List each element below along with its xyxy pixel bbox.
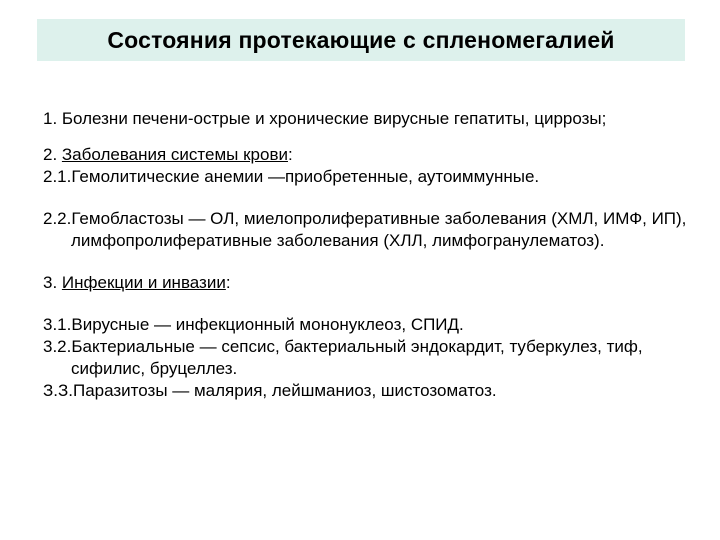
item-2-1-hemolytic-anemias: 2.1.Гемолитические анемии —приобретенные, аутоиммунные. bbox=[43, 167, 540, 186]
item-3-colon: : bbox=[225, 273, 231, 292]
title-banner bbox=[37, 19, 685, 61]
item-3-heading bbox=[43, 272, 713, 294]
item-3-1-viral: 3.1.Вирусные — инфекционный мононуклеоз, СПИД. bbox=[43, 315, 464, 334]
spacer bbox=[43, 252, 713, 272]
item-3-2-bacterial: 3.2.Бактериальные — сепсис, бактериальный эндокардит, туберкулез, тиф, сифилис, бруцеллез. bbox=[43, 337, 643, 378]
slide-title: Состояния протекающие с спленомегалией bbox=[107, 26, 615, 53]
item-3-infections-label: Инфекции и инвазии bbox=[61, 273, 226, 292]
slide-body bbox=[43, 108, 713, 402]
item-2-blood-diseases-label: Заболевания системы крови bbox=[61, 145, 288, 164]
item-2-2-hemoblastoses: 2.2.Гемобластозы — ОЛ, миелопролиферативные заболевания (ХМЛ, ИМФ, ИП), лимфопролиферативные заболевания (ХЛЛ, лимфогранулематоз). bbox=[43, 209, 687, 250]
item-3-3-parasitic: З.З.Паразитозы — малярия, лейшманиоз, шистозоматоз. bbox=[43, 381, 497, 400]
item-2-heading bbox=[43, 144, 713, 166]
item-2-number: 2. bbox=[43, 145, 62, 164]
spacer bbox=[43, 130, 713, 144]
spacer bbox=[43, 294, 713, 314]
item-3-number: 3. bbox=[43, 273, 62, 292]
item-2-colon: : bbox=[287, 145, 293, 164]
item-1-liver-diseases: 1. Болезни печени-острые и хронические вирусные гепатиты, циррозы; bbox=[43, 109, 607, 128]
spacer bbox=[43, 188, 713, 208]
